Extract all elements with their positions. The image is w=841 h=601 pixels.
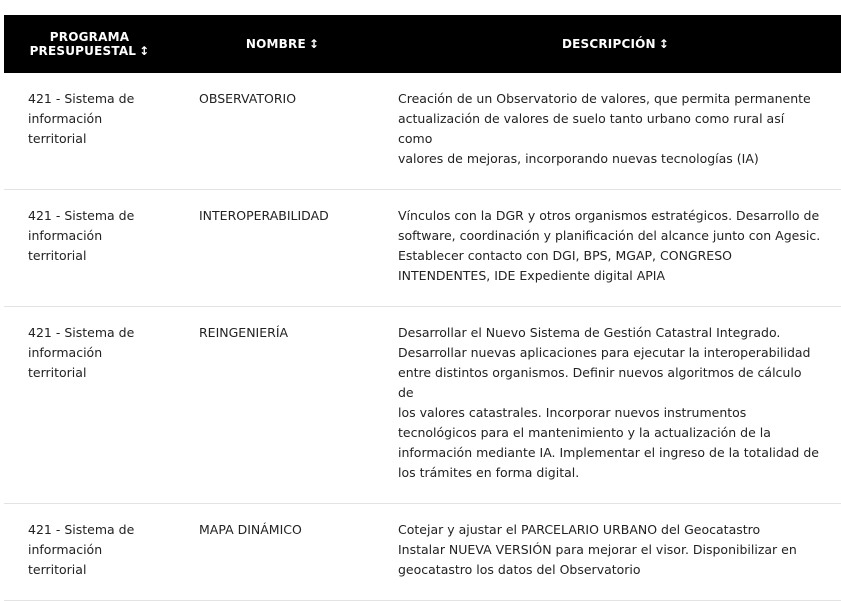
nombre-text: INTEROPERABILIDAD <box>199 208 329 223</box>
column-header-nombre[interactable] <box>175 15 390 73</box>
sort-arrows-icon[interactable]: ↕ <box>308 37 320 51</box>
nombre-text: REINGENIERÍA <box>199 325 289 340</box>
cell-programa <box>4 307 175 504</box>
descripcion-line: Desarrollar el Nuevo Sistema de Gestión Catastral Integrado. <box>398 325 781 340</box>
cell-programa <box>4 504 175 601</box>
cell-descripcion <box>390 73 841 190</box>
descripcion-line: INTENDENTES, IDE Expediente digital APIA <box>398 268 666 283</box>
descripcion-line: Vínculos con la DGR y otros organismos estratégicos. Desarrollo de <box>398 208 820 223</box>
descripcion-line: los trámites en forma digital. <box>398 465 580 480</box>
programa-line: información <box>28 228 103 243</box>
header-programa-line1: PROGRAMA <box>49 30 130 44</box>
cell-programa <box>4 190 175 307</box>
programa-line: información <box>28 345 103 360</box>
programa-line: información <box>28 542 103 557</box>
descripcion-line: información mediante IA. Implementar el ingreso de la totalidad de <box>398 445 819 460</box>
descripcion-line: software, coordinación y planificación del alcance junto con Agesic. <box>398 228 821 243</box>
programa-line: 421 - Sistema de <box>28 208 135 223</box>
programa-line: territorial <box>28 365 87 380</box>
cell-nombre <box>175 73 390 190</box>
header-programa-line2: PRESUPUESTAL <box>29 44 137 58</box>
programa-line: territorial <box>28 131 87 146</box>
header-descripcion-label: DESCRIPCIÓN <box>561 37 656 51</box>
descripcion-line: tecnológicos para el mantenimiento y la actualización de la <box>398 425 771 440</box>
descripcion-line: Desarrollar nuevas aplicaciones para ejecutar la interoperabilidad <box>398 345 811 360</box>
cell-programa <box>4 73 175 190</box>
table-row <box>4 73 841 190</box>
programa-line: territorial <box>28 562 87 577</box>
table-body <box>4 73 841 601</box>
table-row <box>4 190 841 307</box>
sort-arrows-icon[interactable]: ↕ <box>139 44 150 58</box>
descripcion-line: los valores catastrales. Incorporar nuevos instrumentos <box>398 405 747 420</box>
programa-line: 421 - Sistema de <box>28 325 135 340</box>
nombre-text: OBSERVATORIO <box>199 91 297 106</box>
cell-descripcion <box>390 190 841 307</box>
table-header <box>4 15 841 73</box>
programa-line: 421 - Sistema de <box>28 91 135 106</box>
descripcion-line: Establecer contacto con DGI, BPS, MGAP, CONGRESO <box>398 248 732 263</box>
descripcion-line: Instalar NUEVA VERSIÓN para mejorar el visor. Disponibilizar en <box>398 542 797 557</box>
cell-nombre <box>175 504 390 601</box>
nombre-text: MAPA DINÁMICO <box>199 522 302 537</box>
table-row <box>4 307 841 504</box>
sort-arrows-icon[interactable]: ↕ <box>658 37 670 51</box>
header-row <box>4 15 841 73</box>
descripcion-line: valores de mejoras, incorporando nuevas tecnologías (IA) <box>398 151 759 166</box>
cell-descripcion <box>390 504 841 601</box>
cell-descripcion <box>390 307 841 504</box>
programa-line: territorial <box>28 248 87 263</box>
descripcion-line: geocatastro los datos del Observatorio <box>398 562 641 577</box>
descripcion-line: actualización de valores de suelo tanto urbano como rural así como <box>398 111 785 146</box>
budget-programs-table <box>4 15 841 601</box>
column-header-descripcion[interactable] <box>390 15 841 73</box>
programa-line: 421 - Sistema de <box>28 522 135 537</box>
column-header-programa[interactable] <box>4 15 175 73</box>
descripcion-line: Creación de un Observatorio de valores, que permita permanente <box>398 91 811 106</box>
cell-nombre <box>175 190 390 307</box>
table-row <box>4 504 841 601</box>
cell-nombre <box>175 307 390 504</box>
programa-line: información <box>28 111 103 126</box>
descripcion-line: Cotejar y ajustar el PARCELARIO URBANO del Geocatastro <box>398 522 761 537</box>
header-nombre-label: NOMBRE <box>245 37 306 51</box>
descripcion-line: entre distintos organismos. Definir nuevos algoritmos de cálculo de <box>398 365 802 400</box>
